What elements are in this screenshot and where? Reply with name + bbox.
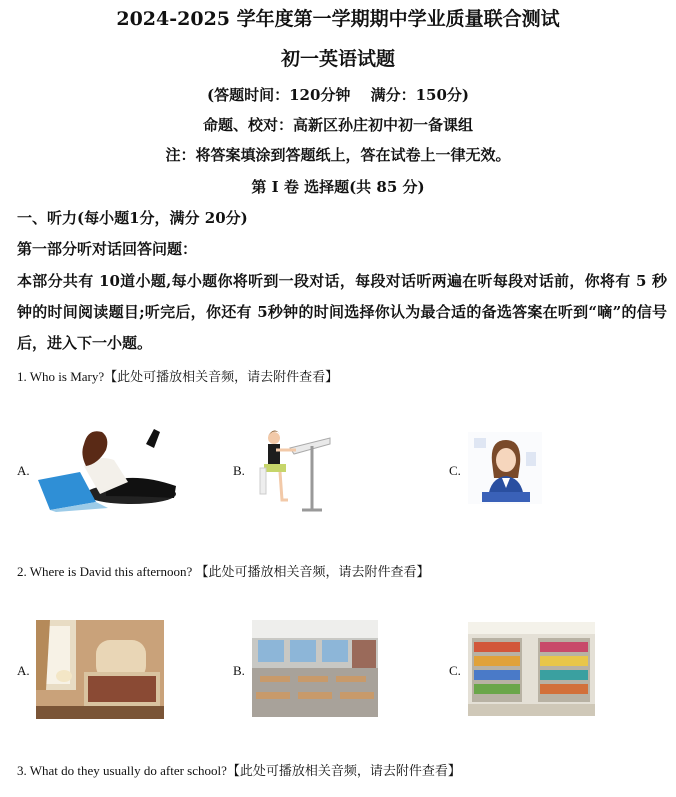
- exam-time-info: (答题时间：120分钟 满分：150分): [206, 86, 470, 104]
- exam-notice: 注：将答案填涂到答题纸上，答在试卷上一律无效。: [165, 146, 511, 164]
- option-1c-label: C.: [449, 463, 461, 478]
- woman-drawing-desk-image[interactable]: [252, 424, 332, 514]
- exam-subtitle: 初一英语试题: [280, 48, 395, 70]
- option-1a-label: A.: [17, 463, 30, 478]
- option-2b-label: B.: [233, 663, 245, 678]
- question-3: 3. What do they usually do after school?【此处可播放相关音频，请去附件查看】: [17, 763, 461, 778]
- bedroom-image[interactable]: [36, 620, 164, 719]
- classroom-image[interactable]: [252, 620, 378, 717]
- woman-laptop-image[interactable]: [36, 424, 181, 512]
- option-2a-label: A.: [17, 663, 30, 678]
- section-heading: 一、听力(每小题1分，满分 20分): [17, 209, 248, 227]
- exam-title: 2024-2025 学年度第一学期期中学业质量联合测试: [116, 8, 560, 30]
- part-heading: 第一部分听对话回答问题：: [17, 240, 198, 258]
- instructions-paragraph: 本部分共有 10道小题,每小题你将听到一段对话，每段对话听两遍在听每段对话前，你将有 5 秒钟的时间阅读题目;听完后，你还有 5秒钟的时间选择你认为最合适的备选答案在听到“嘀”的信号后，进入下一小题。: [17, 272, 667, 352]
- option-1b-label: B.: [233, 463, 245, 478]
- volume-heading: 第 I 卷 选择题(共 85 分): [251, 178, 425, 196]
- businesswoman-image[interactable]: [468, 432, 542, 504]
- question-2: 2. Where is David this afternoon? 【此处可播放相关音频，请去附件查看】: [17, 564, 430, 579]
- question-1: 1. Who is Mary?【此处可播放相关音频，请去附件查看】: [17, 369, 339, 384]
- option-2c-label: C.: [449, 663, 461, 678]
- exam-author: 命题、校对：高新区孙庄初中初一备课组: [202, 116, 473, 134]
- supermarket-image[interactable]: [468, 622, 595, 716]
